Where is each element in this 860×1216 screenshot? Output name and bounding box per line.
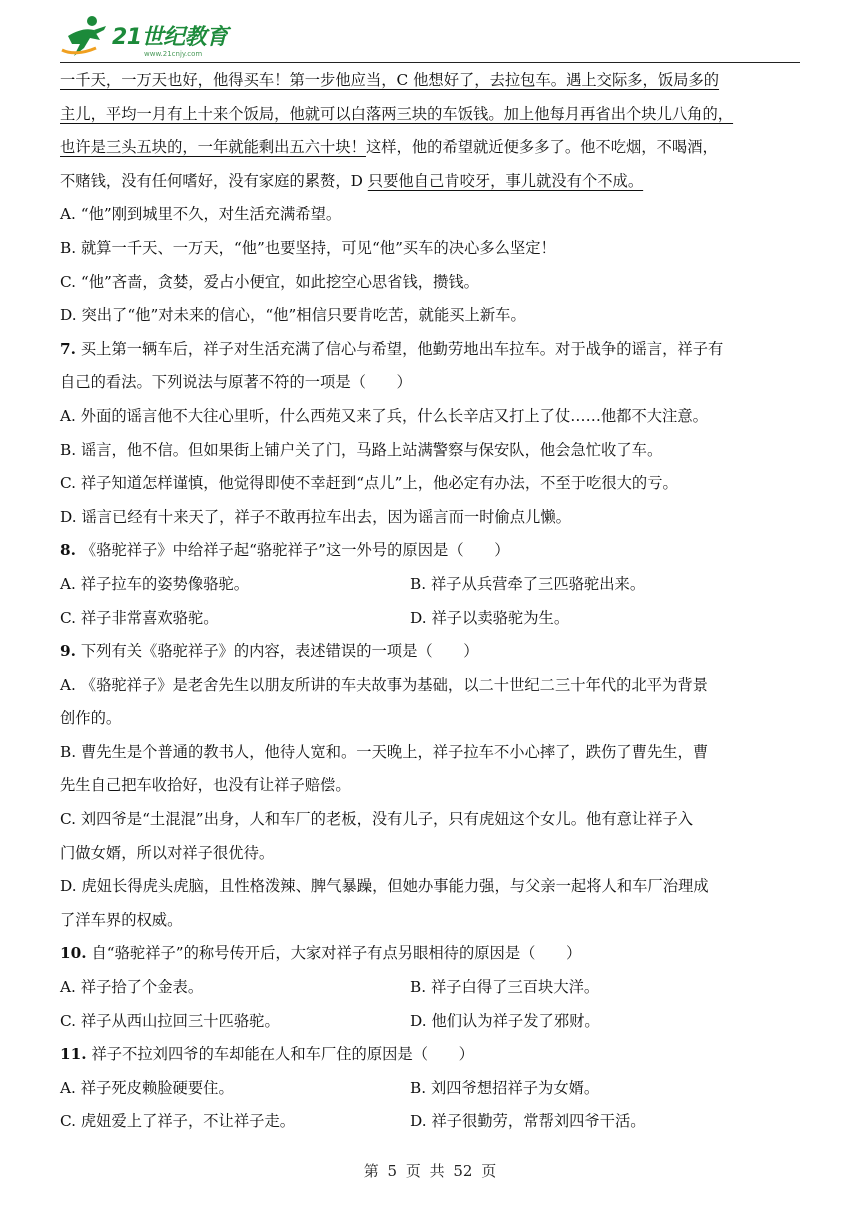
page-content	[60, 64, 802, 1139]
page-header	[60, 14, 800, 60]
q8-option-c: C. 祥子非常喜欢骆驼。	[60, 608, 219, 627]
passage-line: 也许是三头五块的，一年就能剩出五六十块！这样，他的希望就近便多多了。他不吃烟，不喝酒，	[60, 138, 718, 157]
q7-option-b: B. 谣言，他不信。但如果街上铺户关了门，马路上站满警察与保安队，他会急忙收了车。	[60, 440, 663, 459]
q9-option-a: A. 《骆驼祥子》是老舍先生以朋友所讲的车夫故事为基础，以二十世纪二三十年代的北平为背景	[60, 675, 708, 694]
q9-option-a-cont: 创作的。	[60, 709, 122, 728]
q11-option-d: D. 祥子很勤劳，常帮刘四爷干活。	[410, 1112, 646, 1131]
q8-options-row	[60, 602, 802, 636]
q8-option-a: A. 祥子拉车的姿势像骆驼。	[60, 574, 250, 593]
q6-option-c: C. “他”吝啬，贪婪，爱占小便宜，如此挖空心思省钱，攒钱。	[60, 272, 479, 291]
q11-stem: 11. 祥子不拉刘四爷的车却能在人和车厂住的原因是（ ）	[60, 1045, 474, 1064]
q9-option-d-cont: 了洋车界的权威。	[60, 910, 183, 929]
q8-number: 8.	[60, 541, 76, 560]
q10-options-row	[60, 971, 802, 1005]
q9-number: 9.	[60, 642, 76, 661]
q6-option-a: A. “他”刚到城里不久，对生活充满希望。	[60, 205, 342, 224]
header-divider	[60, 62, 800, 63]
logo-text: 21世纪教育	[112, 25, 228, 50]
q8-option-d: D. 祥子以卖骆驼为生。	[410, 608, 570, 627]
q10-stem: 10. 自“骆驼祥子”的称号传开后，大家对祥子有点另眼相待的原因是（ ）	[60, 944, 582, 963]
q11-option-c: C. 虎妞爱上了祥子，不让祥子走。	[60, 1112, 296, 1131]
q10-options-row	[60, 1005, 802, 1039]
q9-option-c: C. 刘四爷是“土混混”出身，人和车厂的老板，没有儿子，只有虎妞这个女儿。他有意让祥子入	[60, 810, 694, 829]
q8-options-row	[60, 568, 802, 602]
q9-option-d: D. 虎妞长得虎头虎脑，且性格泼辣、脾气暴躁，但她办事能力强，与父亲一起将人和车厂治理成	[60, 877, 709, 896]
q11-option-a: A. 祥子死皮赖脸硬要住。	[60, 1078, 234, 1097]
q11-number: 11.	[60, 1045, 87, 1064]
q8-stem: 8. 《骆驼祥子》中给祥子起“骆驼祥子”这一外号的原因是（ ）	[60, 541, 510, 560]
logo-url: www.21cnjy.com	[144, 50, 203, 58]
q11-options-row	[60, 1072, 802, 1106]
q6-option-b: B. 就算一千天、一万天，“他”也要坚持，可见“他”买车的决心多么坚定！	[60, 238, 556, 257]
logo	[60, 14, 250, 60]
q10-option-a: A. 祥子拾了个金表。	[60, 978, 204, 997]
q10-number: 10.	[60, 944, 87, 963]
q10-option-c: C. 祥子从西山拉回三十匹骆驼。	[60, 1011, 280, 1030]
q9-option-b: B. 曹先生是个普通的教书人，他待人宽和。一天晚上，祥子拉车不小心摔了，跌伤了曹先生，曹	[60, 742, 709, 761]
runner-logo-icon	[60, 14, 112, 60]
q6-option-d: D. 突出了“他”对未来的信心，“他”相信只要肯吃苦，就能买上新车。	[60, 306, 526, 325]
page-number: 第 5 页 共 52 页	[363, 1162, 497, 1180]
q7-option-c: C. 祥子知道怎样谨慎，他觉得即使不幸赶到“点儿”上，他必定有办法，不至于吃很大的亏。	[60, 474, 678, 493]
passage-line: 主儿，平均一月有上十来个饭局，他就可以白落两三块的车饭钱。加上他每月再省出个块儿八角的，	[60, 104, 734, 123]
q10-option-d: D. 他们认为祥子发了邪财。	[410, 1011, 600, 1030]
q7-option-a: A. 外面的谣言他不大往心里听，什么西苑又来了兵，什么长辛店又打上了仗……他都不大注意。	[60, 406, 708, 425]
q9-option-b-cont: 先生自己把车收拾好，也没有让祥子赔偿。	[60, 776, 351, 795]
passage-line: 一千天，一万天也好，他得买车！第一步他应当，C 他想好了，去拉包车。遇上交际多，饭局多的	[60, 71, 720, 89]
q10-option-b: B. 祥子白得了三百块大洋。	[410, 978, 600, 997]
q11-options-row	[60, 1105, 802, 1139]
q9-option-c-cont: 门做女婿，所以对祥子很优待。	[60, 843, 275, 862]
q7-number: 7.	[60, 339, 76, 358]
q8-option-b: B. 祥子从兵营牵了三匹骆驼出来。	[410, 574, 646, 593]
q11-option-b: B. 刘四爷想招祥子为女婿。	[410, 1078, 600, 1097]
q7-stem-cont: 自己的看法。下列说法与原著不符的一项是（ ）	[60, 373, 412, 392]
passage-line: 不赌钱，没有任何嗜好，没有家庭的累赘，D 只要他自己肯咬牙，事儿就没有个不成。	[60, 171, 644, 190]
q9-stem: 9. 下列有关《骆驼祥子》的内容，表述错误的一项是（ ）	[60, 642, 479, 661]
q7-stem: 7. 买上第一辆车后，祥子对生活充满了信心与希望，他勤劳地出车拉车。对于战争的谣言，祥子有	[60, 339, 724, 358]
q7-option-d: D. 谣言已经有十来天了，祥子不敢再拉车出去，因为谣言而一时偷点儿懒。	[60, 507, 571, 526]
